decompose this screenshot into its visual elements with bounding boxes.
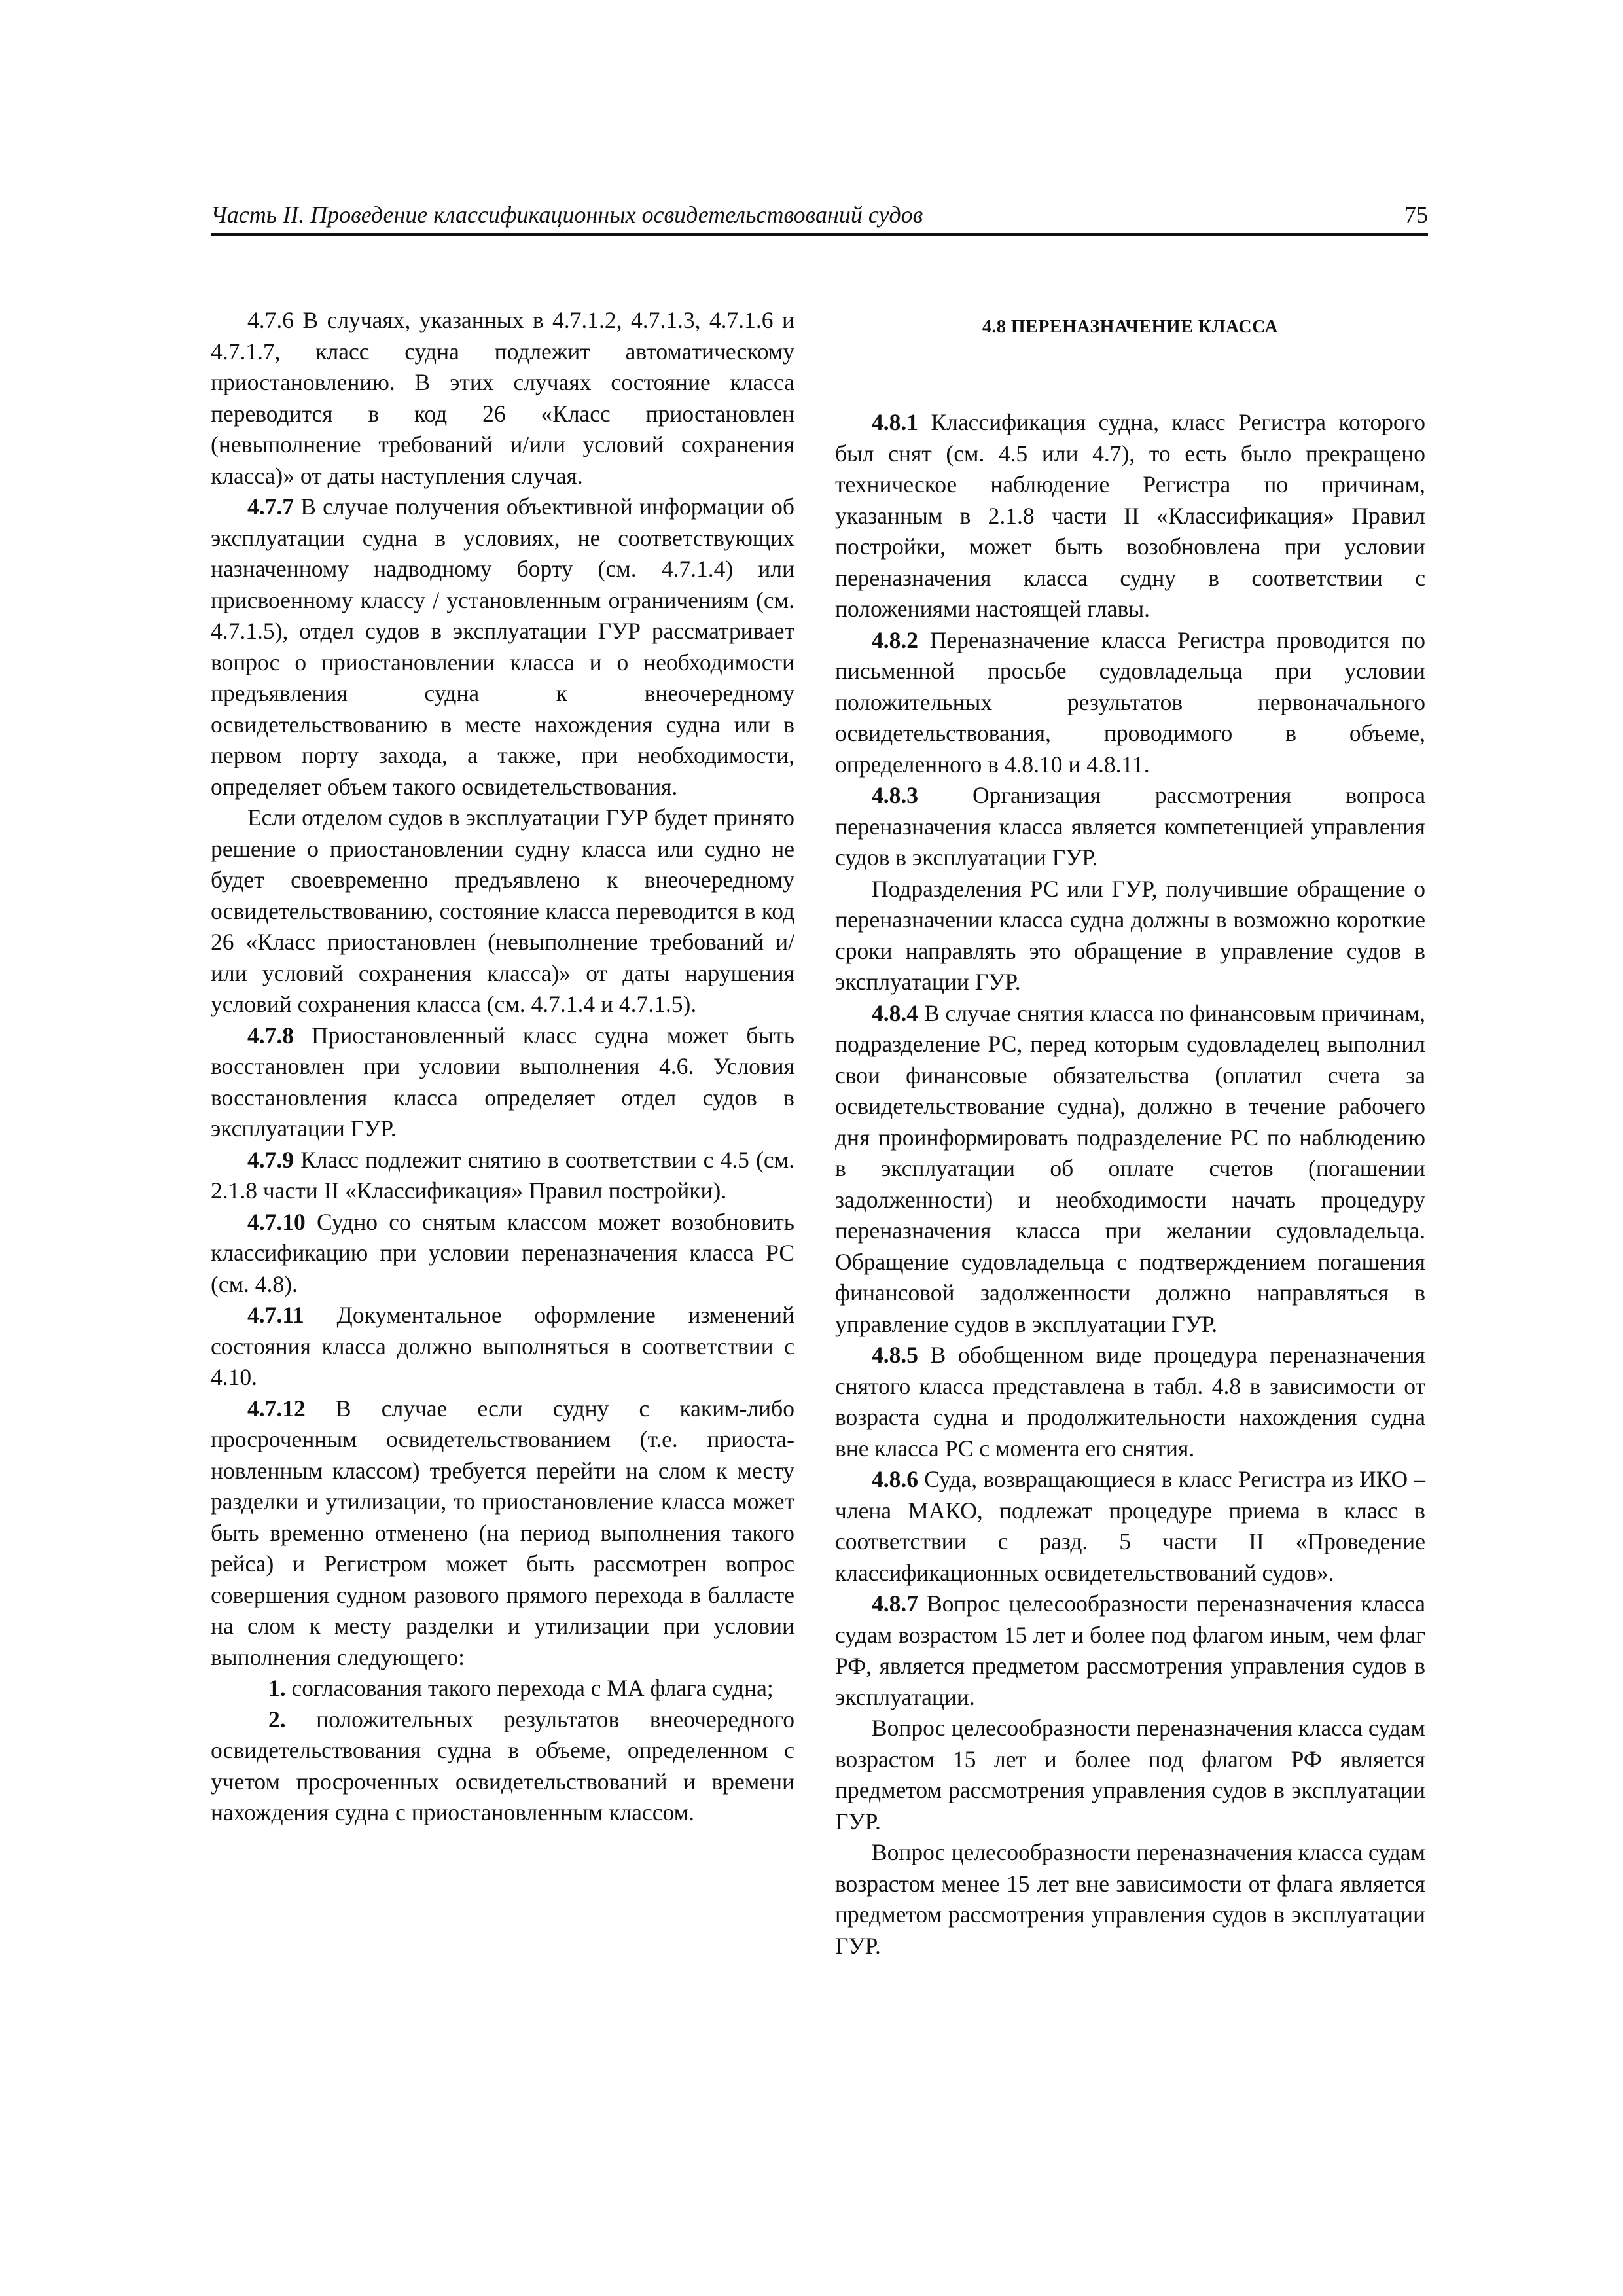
paragraph-text: Подразделения РС или ГУР, получившие обращение о переназначении класса судна должны в возможно короткие сроки направлять это обращение в управление судов в эксплуатации ГУР. xyxy=(835,875,1425,995)
paragraph-number: 4.7.12 xyxy=(247,1395,306,1422)
paragraph-4-7-6 xyxy=(211,305,794,492)
paragraph-4-7-12 xyxy=(211,1393,794,1674)
paragraph-text: Организация рассмотрения вопроса переназначения класса является компетенцией управления судов в эксплуатации ГУР. xyxy=(835,782,1425,870)
paragraph-number: 4.7.7 xyxy=(247,493,294,520)
paragraph-text: В случае если судну с каким-либо просроченным освидетельствованием (т.е. приостановленным классом) требуется перейти на слом к месту разделки и утилизации, то приостановление класса может быть временно отменено (на период выполнения такого рейса) и Регистром может быть рассмотрен вопрос совершения судном разового прямого перехода в балласте на слом к месту разделки и утилизации при условии выполнения следующего: xyxy=(211,1395,794,1670)
running-header xyxy=(211,196,1428,236)
paragraph-number: 4.7.9 xyxy=(247,1146,294,1173)
paragraph-number: 4.8.3 xyxy=(872,782,918,808)
paragraph-text: Документальное оформление изменений состояния класса должно выполняться в соответствии с 4.10. xyxy=(211,1302,794,1390)
paragraph-4-7-11 xyxy=(211,1300,794,1393)
paragraph-number: 4.7.11 xyxy=(247,1302,304,1328)
paragraph-4-8-7-cont-2 xyxy=(835,1837,1425,1962)
paragraph-number: 4.8.4 xyxy=(872,999,918,1026)
paragraph-4-8-4 xyxy=(835,998,1425,1340)
left-column xyxy=(211,305,794,1829)
list-item-2 xyxy=(211,1704,794,1829)
paragraph-number: 4.7.8 xyxy=(247,1022,294,1049)
paragraph-4-8-5 xyxy=(835,1340,1425,1464)
paragraph-number: 4.7.10 xyxy=(247,1208,306,1235)
list-item-number: 2. xyxy=(268,1706,286,1732)
right-column xyxy=(835,314,1425,1962)
paragraph-number: 4.8.2 xyxy=(872,626,918,653)
paragraph-4-8-1 xyxy=(835,407,1425,625)
paragraph-4-7-7-cont xyxy=(211,802,794,1020)
paragraph-4-8-7-cont-1 xyxy=(835,1713,1425,1837)
paragraph-4-8-6 xyxy=(835,1464,1425,1588)
section-title: 4.8 ПЕРЕНАЗНАЧЕНИЕ КЛАССА xyxy=(982,317,1279,337)
paragraph-text: Судно со снятым классом может возобновить классификацию при условии переназначения класса РС (см. 4.8). xyxy=(211,1208,794,1297)
paragraph-4-7-7 xyxy=(211,492,794,802)
paragraph-4-8-3 xyxy=(835,780,1425,874)
paragraph-text: В случае снятия класса по финансовым причинам, подразделение РС, перед которым судовладелец выполнил свои финансовые обязательства (оплатил счета за освидетельствование судна), должно в течение рабочего дня проинформировать подразделение РС по наблюдению в эксплуатации об оплате счетов (погашении задолженности) и необходимости начать процедуру переназначения класса при желании судовладельца. Обращение судовладельца с подтверждением погашения финансовой задолженности должно направляться в управление судов в эксплуатации ГУР. xyxy=(835,999,1425,1337)
paragraph-number: 4.8.7 xyxy=(872,1590,918,1617)
paragraph-text: В обобщенном виде процедура переназначения снятого класса представлена в табл. 4.8 в зависимости от возраста судна и продолжительности нахождения судна вне класса РС с момента его снятия. xyxy=(835,1342,1425,1462)
paragraph-number: 4.8.5 xyxy=(872,1342,918,1368)
page-number: 75 xyxy=(1404,202,1428,228)
paragraph-text: Вопрос целесообразности переназначения класса судам возрастом 15 лет и более под флагом иным, чем флаг РФ, является предметом рассмотрения управления судов в эксплуатации. xyxy=(835,1590,1425,1710)
paragraph-text: В случаях, указанных в 4.7.1.2, 4.7.1.3, 4.7.1.6 и 4.7.1.7, класс судна подлежит автоматическому приостановлению. В этих случаях состояние класса переводится в код 26 «Класс приостановлен (невыполнение требований и/или условий сохранения класса)» от даты наступления случая. xyxy=(211,307,794,489)
paragraph-text: Вопрос целесообразности переназначения класса судам возрастом 15 лет и более под флагом РФ является предметом рассмотрения управления судов в эксплуатации ГУР. xyxy=(835,1715,1425,1835)
list-item-text: согласования такого перехода с МА флага судна; xyxy=(285,1675,774,1701)
paragraph-text: Приостановленный класс судна может быть восстановлен при условии выполнения 4.6. Условия восстановления класса определяет отдел судов в эксплуатации ГУР. xyxy=(211,1022,794,1141)
paragraph-text: Суда, возвращающиеся в класс Регистра из ИКО – члена МАКО, подлежат процедуре приема в класс в соответствии с разд. 5 части II «Проведение классификационных освидетельствований судов». xyxy=(835,1466,1425,1586)
paragraph-4-7-9 xyxy=(211,1145,794,1207)
paragraph-number: 4.8.6 xyxy=(872,1466,918,1492)
list-item-text: положительных результатов внеочередного освидетельствования судна в объеме, определенном с учетом просроченных освидетельствований и времени нахождения судна с приостановленным классом. xyxy=(211,1706,794,1825)
header-title: Часть II. Проведение классификационных освидетельствований судов xyxy=(211,202,923,228)
paragraph-4-8-7 xyxy=(835,1588,1425,1713)
paragraph-text: В случае получения объективной информации об эксплуатации судна в условиях, не соответствующих назначенному надводному борту (см. 4.7.1.4) или присвоенному классу / установленным ограничениям (см. 4.7.1.5), отдел судов в эксплуатации ГУР рассматривает вопрос о приостановлении класса и о необходимости предъявления судна к внеочередному освидетельствованию в месте нахождения судна или в первом порту захода, а также, при необходимости, определяет объем такого освидетельствования. xyxy=(211,493,794,800)
paragraph-number: 4.7.6 xyxy=(247,307,294,333)
list-item-number: 1. xyxy=(268,1675,286,1701)
paragraph-text: Если отделом судов в эксплуатации ГУР будет принято решение о приостановлении судну класса или судно не будет своевременно предъявлено к внеочередному освидетельствованию, состояние класса переводится в код 26 «Класс приостановлен (невыполнение требований и/или условий сохранения класса)» от даты нарушения условий сохранения класса (см. 4.7.1.4 и 4.7.1.5). xyxy=(211,804,794,1017)
paragraph-4-7-10 xyxy=(211,1207,794,1300)
paragraph-4-8-2 xyxy=(835,625,1425,781)
paragraph-number: 4.8.1 xyxy=(872,409,918,435)
paragraph-text: Переназначение класса Регистра проводится по письменной просьбе судовладельца при условии положительных результатов первоначального освидетельствования, проводимого в объеме, определенного в 4.8.10 и 4.8.11. xyxy=(835,626,1425,778)
paragraph-text: Класс подлежит снятию в соответствии с 4.5 (см. 2.1.8 части II «Классификация» Правил постройки). xyxy=(211,1146,794,1204)
paragraph-4-8-3-cont xyxy=(835,874,1425,998)
list-item-1 xyxy=(211,1673,794,1704)
paragraph-text: Классификация судна, класс Регистра которого был снят (см. 4.5 или 4.7), то есть было прекращено техническое наблюдение Регистра по причинам, указанным в 2.1.8 части II «Классификация» Правил постройки, может быть возобновлена при условии переназначения класса судну в соответствии с положениями настоящей главы. xyxy=(835,409,1425,622)
paragraph-text: Вопрос целесообразности переназначения класса судам возрастом менее 15 лет вне зависимости от флага является предметом рассмотрения управления судов в эксплуатации ГУР. xyxy=(835,1839,1425,1959)
paragraph-4-7-8 xyxy=(211,1020,794,1145)
